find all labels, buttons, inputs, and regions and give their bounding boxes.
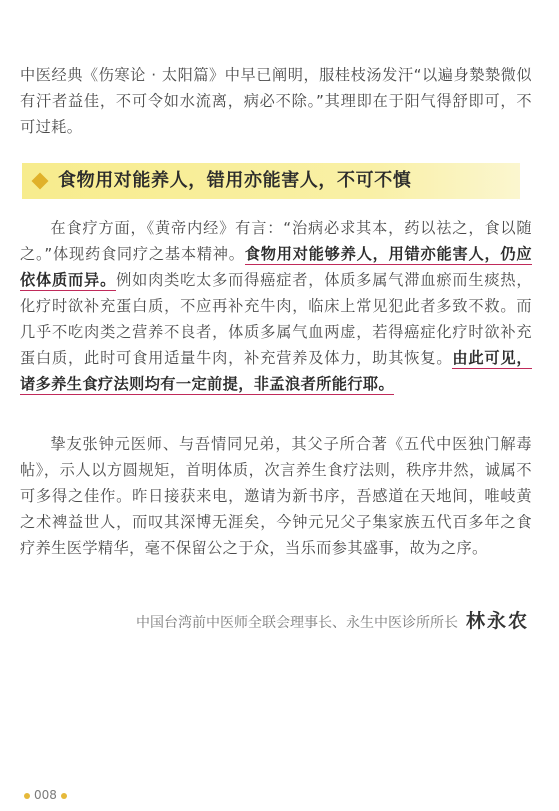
intro-text: 中医经典《伤寒论 · 太阳篇》中早已阐明，服桂枝汤发汗“以遍身漐漐微似有汗者益佳，不可令如水流离，病必不除。”其理即在于阳气得舒即可，不可过耗。	[20, 66, 532, 136]
page-footer	[20, 788, 71, 802]
closing-paragraph	[20, 431, 532, 561]
author-signature	[136, 606, 529, 633]
page-number: 008	[34, 788, 57, 802]
closing-text: 挚友张钟元医师、与吾情同兄弟，其父子所合著《五代中医独门解毒帖》，示人以方圆规矩，首明体质，次言养生食疗法则，秩序井然，诚属不可多得之佳作。昨日接获来电，邀请为新书序，吾感道在天地间，唯岐黄之术裨益世人，而叹其深博无涯矣，今钟元兄父子集家族五代百多年之食疗养生医学精华，毫不保留公之于众，当乐而参其盛事，故为之序。	[20, 435, 532, 557]
highlighted-sentence-1: 食物用对能够养人，用错亦能害人，仍应依体质而异。	[20, 245, 532, 289]
section-heading	[22, 163, 520, 199]
author-title: 中国台湾前中医师全联会理事长、永生中医诊所所长	[135, 615, 458, 631]
author-name: 林永农	[465, 610, 529, 632]
intro-paragraph	[20, 62, 532, 140]
section-heading-text: 食物用对能养人，错用亦能害人，不可不慎	[58, 170, 412, 191]
footer-dot-icon	[24, 793, 30, 799]
diamond-bullet-icon	[32, 173, 49, 190]
footer-dot-icon	[61, 793, 67, 799]
body-text-part2: 例如肉类吃太多而得癌症者，体质多属气滞血瘀而生痰热，化疗时欲补充蛋白质，不应再补充牛肉，临床上常见犯此者多致不救。而几乎不吃肉类之营养不良者，体质多属气血两虚，若得癌症化疗时欲补充蛋白质，此时可食用适量牛肉，补充营养及体力，助其恢复。	[20, 271, 532, 367]
body-text-part1: 在食疗方面，《黄帝内经》有言：“治病必求其本，药以祛之，食以随之。”体现药食同疗之基本精神。	[20, 219, 532, 263]
highlighted-sentence-2: 由此可见，诸多养生食疗法则均有一定前提，非孟浪者所能行耶。	[20, 349, 532, 393]
body-paragraph	[20, 215, 532, 397]
